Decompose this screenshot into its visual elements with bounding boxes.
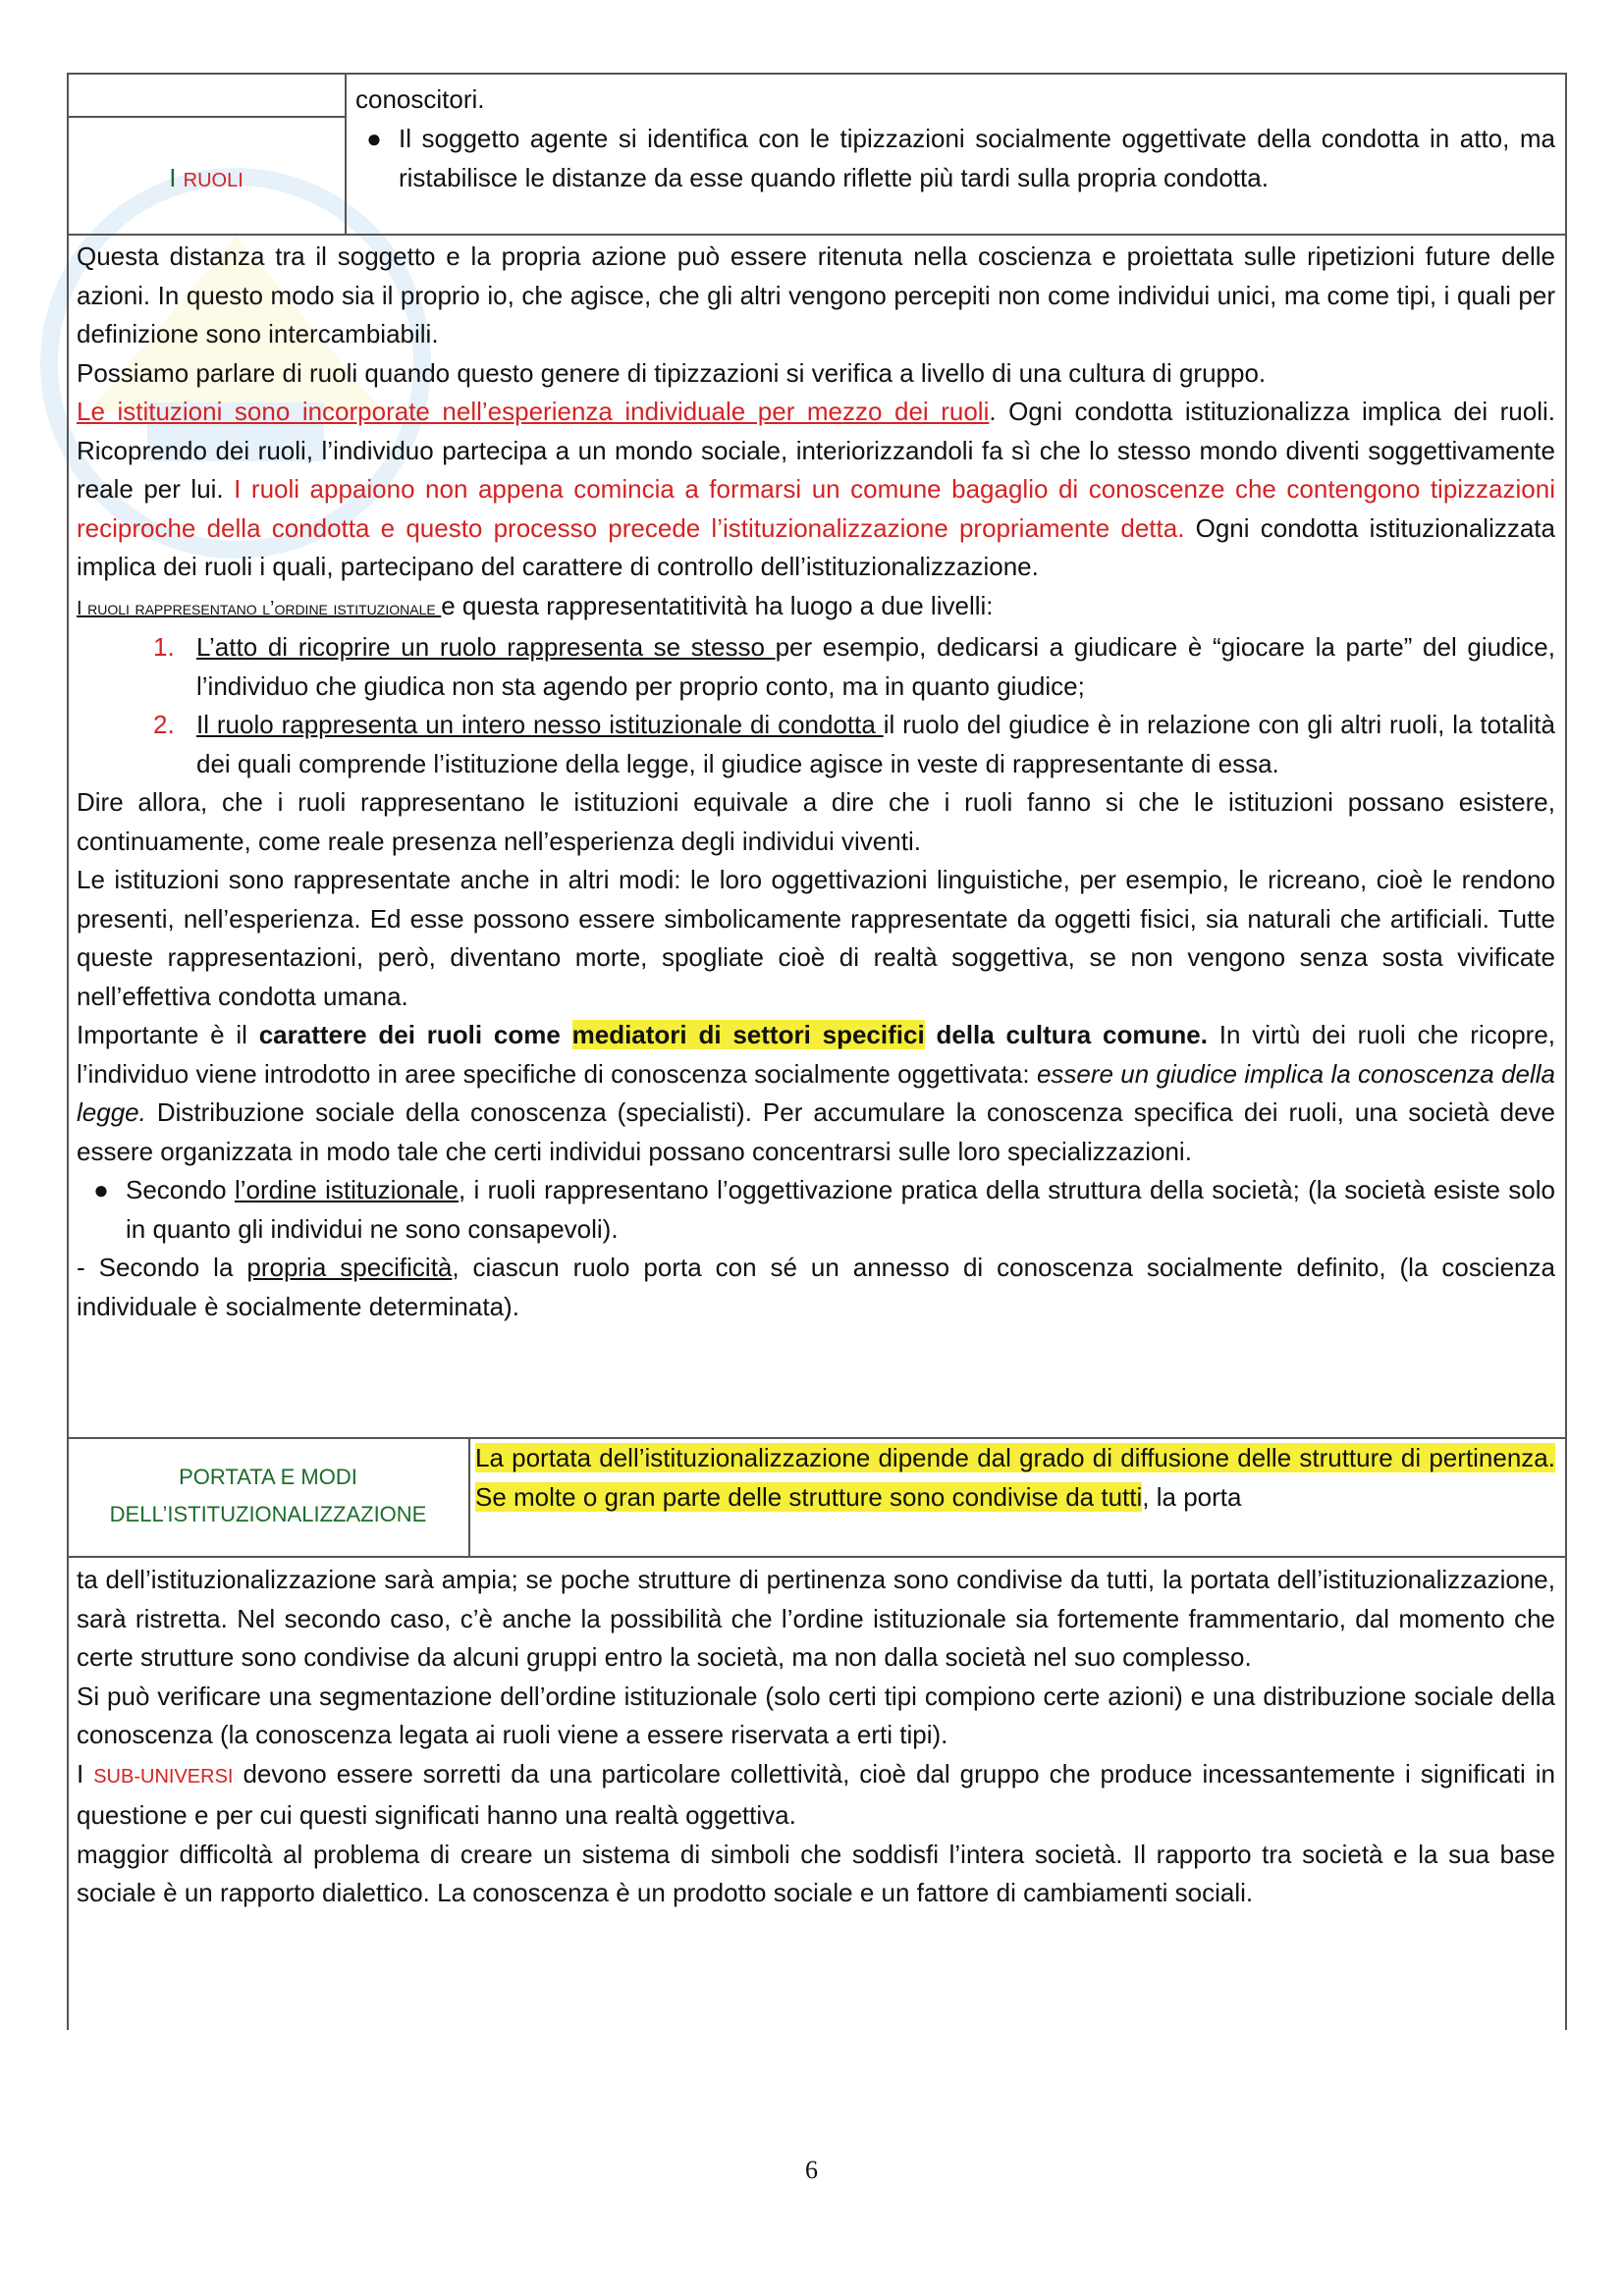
text-span: . Ogni condotta istituzionalizza implica dei ruoli. Ricoprendo dei ruoli, l’individuo partecipa a un mondo sociale, interiorizzandoli fa sì che lo stesso mondo diventi soggettivamente reale per lui. <box>77 397 1555 504</box>
portata-label-line-2: DELL’ISTITUZIONALIZZAZIONE <box>109 1502 427 1526</box>
bold-phrase: carattere dei ruoli come <box>258 1020 572 1049</box>
label-cell-top-rule <box>67 116 346 118</box>
paragraph: ta dell’istituzionalizzazione sarà ampia; se poche strutture di pertinenza sono condivise da tutti, la portata dell’istituzionalizzazione, sarà ristretta. Nel secondo caso, c’è anche la possibilità che l’ordine istituzionale sia fortemente frammentario, dal momento che certe strutture sono condivise da alcuni gruppi entro la società, ma non dalla società nel suo complesso. <box>77 1565 1555 1672</box>
text-span: e questa rappresentatitività ha luogo a due livelli: <box>441 590 994 620</box>
text-span: il ruolo del giudice è in relazione con gli altri ruoli, la totalità dei quali comprende l’istituzione della legge, il giudice agisce in veste di rappresentante di essa. <box>196 710 1555 778</box>
text-span: Importante è il <box>77 1020 259 1049</box>
text-span: In virtù dei ruoli che ricopre, l’individuo viene introdotto in aree specifiche di conoscenza socialmente oggettivata: <box>77 1020 1556 1089</box>
text-span: Secondo <box>126 1175 235 1204</box>
text-span: Ogni condotta istituzionalizzata implica dei ruoli i quali, partecipano del carattere di controllo dell’istituzionalizzazione. <box>77 512 1555 581</box>
text-span: I <box>77 1758 94 1789</box>
paragraph: maggior difficoltà al problema di creare un sistema di simboli che soddisfi l’intera società. Il rapporto tra società e la sua base sociale è un rapporto dialettico. La conoscenza è un prodotto sociale e un fattore di cambiamenti sociali. <box>77 1839 1555 1907</box>
paragraph: Si può verificare una segmentazione dell’ordine istituzionale (solo certi tipi compiono certe azioni) e una distribuzione sociale della conoscenza (la conoscenza legata ai ruoli viene a essere riservata a erti tipi). <box>77 1681 1555 1749</box>
main-text-block <box>77 238 1555 1326</box>
top-cell-text: conoscitori. <box>355 84 485 114</box>
highlighted-phrase: mediatori di settori specifici <box>571 1020 925 1049</box>
list-number: 1. <box>153 632 175 662</box>
portata-label-line-1: PORTATA E MODI <box>179 1465 357 1489</box>
list-item-title: L’atto di ricoprire un ruolo rappresenta se stesso <box>196 632 776 662</box>
italic-phrase: essere un giudice implica la conoscenza della legge. <box>77 1058 1556 1127</box>
text-span: , la porta <box>1142 1481 1242 1512</box>
highlighted-phrase: La portata dell’istituzionalizzazione dipende dal grado di diffusione delle strutture di pertinenza. Se molte o gran parte delle strutture sono condivise da tutti <box>475 1443 1555 1512</box>
paragraph: Dire allora, che i ruoli rappresentano le istituzioni equivale a dire che i ruoli fanno si che le istituzioni possano esistere, continuamente, come reale presenza nell’esperienza degli individui viventi. <box>77 787 1555 856</box>
ruoli-row-bottom-rule <box>67 234 1567 236</box>
paragraph <box>77 1755 1555 1836</box>
highlighted-phrase: SUB-UNIVERSI <box>93 1765 234 1788</box>
paragraph <box>77 1249 1555 1326</box>
text-span: - Secondo la <box>77 1253 247 1282</box>
table-top-rule <box>67 73 1567 75</box>
ruoli-bullet-text: Il soggetto agente si identifica con le tipizzazioni socialmente oggettivate della condotta in atto, ma ristabilisce le distanze da esse quando riflette più tardi sulla propria condotta. <box>399 124 1555 192</box>
paragraph: Le istituzioni sono rappresentate anche in altri modi: le loro oggettivazioni linguistiche, per esempio, le ricreano, cioè le rendono presenti, nell’esperienza. Ed esse possono essere simbolicamente rappresentate da oggetti fisici, sia naturali che artificiali. Tutte queste rappresentazioni, però, diventano morte, spogliate cioè di realtà soggettiva, se non vengono senza sosta vivificate nell’effettiva condotta umana. <box>77 865 1555 1011</box>
paragraph <box>77 393 1555 587</box>
list-item-title: Il ruolo rappresenta un intero nesso istituzionale di condotta <box>196 710 884 739</box>
ruoli-label: I RUOLI <box>169 163 243 192</box>
list-item <box>77 628 1555 706</box>
bullet-item <box>77 1171 1555 1249</box>
portata-cell-text <box>475 1439 1555 1517</box>
bullet-icon: ● <box>366 124 382 153</box>
list-number: 2. <box>153 710 175 739</box>
underlined-phrase: l’ordine istituzionale <box>234 1175 459 1204</box>
paragraph: Questa distanza tra il soggetto e la propria azione può essere ritenuta nella coscienza e proiettata sulle ripetizioni future delle azioni. In questo modo sia il proprio io, che agisce, che gli altri vengono percepiti non come individui unici, ma come tipi, i quali per definizione sono intercambiabili. <box>77 241 1555 348</box>
text-span: Distribuzione sociale della conoscenza (specialisti). Per accumulare la conoscenza specifica dei ruoli, una società deve essere organizzata in modo tale che certi individui possano concentrarsi sulle loro specializzazioni. <box>77 1097 1555 1166</box>
portata-row-bottom-rule <box>67 1556 1567 1558</box>
underlined-phrase: propria specificità <box>246 1253 453 1282</box>
text-span: devono essere sorretti da una particolare collettività, cioè dal gruppo che produce incessantemente i significati in questione e per cui questi significati hanno una realtà oggettiva. <box>77 1758 1555 1830</box>
highlighted-phrase: Le istituzioni sono incorporate nell’esperienza individuale per mezzo dei ruoli <box>77 397 990 426</box>
text-span: per esempio, dedicarsi a giudicare è “giocare la parte” del giudice, l’individuo che giudica non sta agendo per proprio conto, ma in quanto giudice; <box>196 632 1555 701</box>
underlined-heading: I ruoli rappresentano l’ordine istituzionale <box>77 597 442 619</box>
ruoli-bullet <box>350 120 1555 197</box>
paragraph <box>77 587 1555 629</box>
bullet-icon: ● <box>93 1175 109 1204</box>
portata-cell-divider <box>468 1437 470 1557</box>
main-text-block-2 <box>77 1561 1555 1913</box>
paragraph: Possiamo parlare di ruoli quando questo genere di tipizzazioni si verifica a livello di una cultura di gruppo. <box>77 357 1267 388</box>
text-span: , ciascun ruolo porta con sé un annesso di conoscenza socialmente definito, (la coscienza individuale è socialmente determinata). <box>77 1253 1555 1321</box>
bold-phrase: della cultura comune. <box>924 1020 1208 1049</box>
portata-label <box>69 1459 467 1533</box>
list-item <box>77 706 1555 783</box>
highlighted-phrase: I ruoli appaiono non appena comincia a formarsi un comune bagaglio di conoscenze che contengono tipizzazioni reciproche della condotta e questo processo precede l’istituzionalizzazione propriamente detta. <box>77 474 1555 543</box>
paragraph <box>77 1016 1555 1171</box>
ruoli-cell-divider <box>345 73 347 235</box>
page-number: 6 <box>805 2156 818 2184</box>
text-span: , i ruoli rappresentano l’oggettivazione pratica della struttura della società; (la società esiste solo in quanto gli individui ne sono consapevoli). <box>126 1175 1555 1244</box>
